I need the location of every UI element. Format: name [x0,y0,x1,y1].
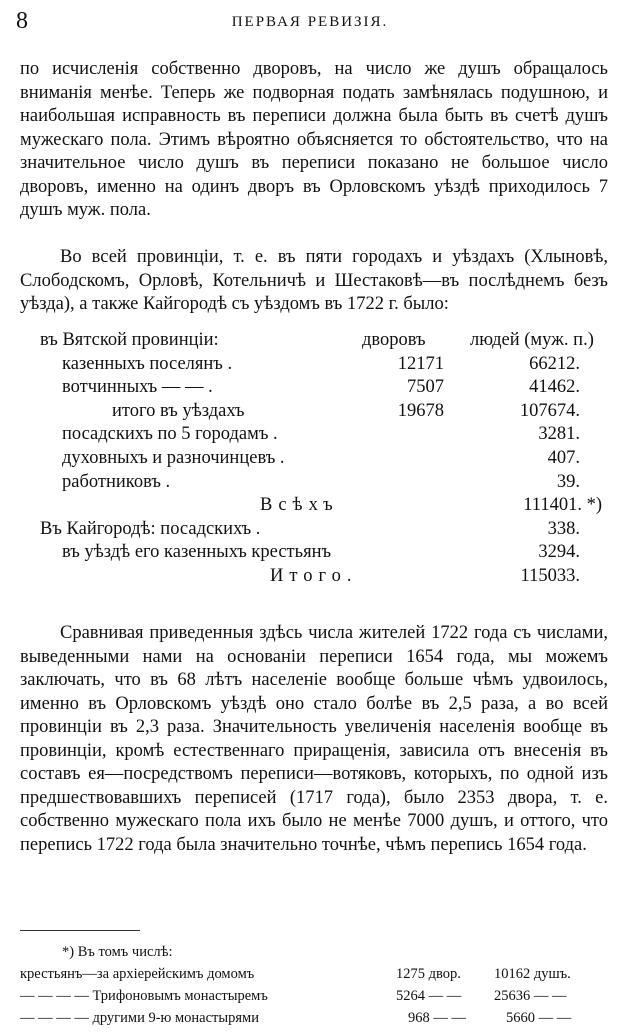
row-lyudey: 41462. [529,377,580,398]
row-label: Всѣхъ [260,495,339,516]
column-header-lyudey: людей (муж. п.) [470,330,594,350]
paragraph-1: по исчисленія собственно дворовъ, на число же душъ обращалось вниманія менѣе. Теперь же подворная подать замѣнялась подушною, и наибольшая исправность въ переписи должна была быть въ счетѣ душъ мужескаго пола. Этимъ вѣроятно объясняется то обстоятельство, что на значительное число душъ въ переписи показано не большое число дворовъ, именно на одинъ дворъ въ Орловскомъ уѣздѣ приходилось 7 душъ муж. пола. [20,59,608,220]
footnote-label: крестьянъ—за архіерейскимъ домомъ [20,966,255,982]
paragraph-2: Во всей провинціи, т. е. въ пяти городахъ и уѣздахъ (Хлыновѣ, Слободскомъ, Орловѣ, Котельничѣ и Шестаковѣ—въ послѣднемъ безъ уѣзда), а также Кайгородѣ съ уѣздомъ въ 1722 г. было: [20,247,608,314]
table-row [20,354,610,378]
footnote-dush: 5660 — — [506,1010,572,1026]
footnote-label: — — — — Трифоновымъ монастыремъ [20,988,268,1004]
row-dvorov: 19678 [397,400,444,421]
table-row [20,377,610,401]
row-lyudey: 338. [547,518,580,539]
table-row [20,566,610,590]
row-label: итого въ уѣздахъ [112,400,245,421]
row-label: Итого. [270,565,358,586]
table-row [20,495,610,519]
footnote-intro-text: *) Въ томъ числѣ: [62,944,173,960]
row-label: духовныхъ и разночинцевъ . [62,447,285,468]
table-row [20,401,610,425]
row-label: казенныхъ поселянъ . [62,353,233,374]
row-label: посадскихъ по 5 городамъ . [62,424,278,445]
row-lyudey: 407. [547,447,580,468]
footnote-dush: 25636 — — [494,988,567,1004]
table-row [20,519,610,543]
page-number: 8 [16,8,28,34]
table-row [20,542,610,566]
footnote-dvor: 1275 двор. [396,966,461,982]
table-row [20,424,610,448]
row-lyudey: 66212. [529,353,580,374]
table-row [20,472,610,496]
table-header-row [20,330,610,354]
footnote-divider [20,930,140,931]
running-title: ПЕРВАЯ РЕВИЗІЯ. [231,14,389,30]
row-lyudey: 111401. *) [523,495,602,516]
footnote-dvor: 5264 — — [396,988,462,1004]
row-label: вотчинныхъ — — . [62,377,213,398]
row-lyudey: 107674. [519,400,580,421]
row-lyudey: 115033. [520,565,580,586]
paragraph-3: Сравнивая приведенныя здѣсь числа жителей 1722 года съ числами, выведенными нами на основаніи переписи 1654 года, мы можемъ заключать, что въ 68 лѣтъ населеніе вообще больше чѣмъ удвоилось, именно въ Орловскомъ уѣздѣ оно стало болѣе въ 2,5 раза, а во всей провинціи въ 2,3 раза. Значительность увеличенія населенія вообще въ провинціи, кромѣ естественнаго приращенія, зависила отъ внесенія въ составъ ея—посредствомъ переписи—вотяковъ, которыхъ, по одной изъ предшествовавшихъ переписей (1717 года), было 2353 двора, т. е. собственно мужескаго пола ихъ было не менѣе 7000 душъ, и оттого, что перепись 1722 года была значительно точнѣе, чѣмъ перепись 1654 года. [20,623,608,855]
row-label: въ уѣздѣ его казенныхъ крестьянъ [62,542,332,563]
table-row [20,448,610,472]
row-lyudey: 3281. [538,424,580,445]
row-lyudey: 39. [556,471,580,492]
row-dvorov: 7507 [407,377,444,398]
footnote-label: — — — — другими 9-ю монастырями [20,1010,259,1026]
row-label: работниковъ . [62,471,171,492]
row-lyudey: 3294. [538,542,580,563]
table-heading: въ Вятской провинціи: [40,330,219,350]
footnote-dush: 10162 душъ. [494,966,571,982]
column-header-dvorov: дворовъ [362,330,426,350]
population-table [20,330,610,590]
row-dvorov: 12171 [397,353,444,374]
footnote-dvor: 968 — — [408,1010,466,1026]
row-label: Въ Кайгородѣ: посадскихъ . [40,518,261,539]
running-header [14,8,606,38]
